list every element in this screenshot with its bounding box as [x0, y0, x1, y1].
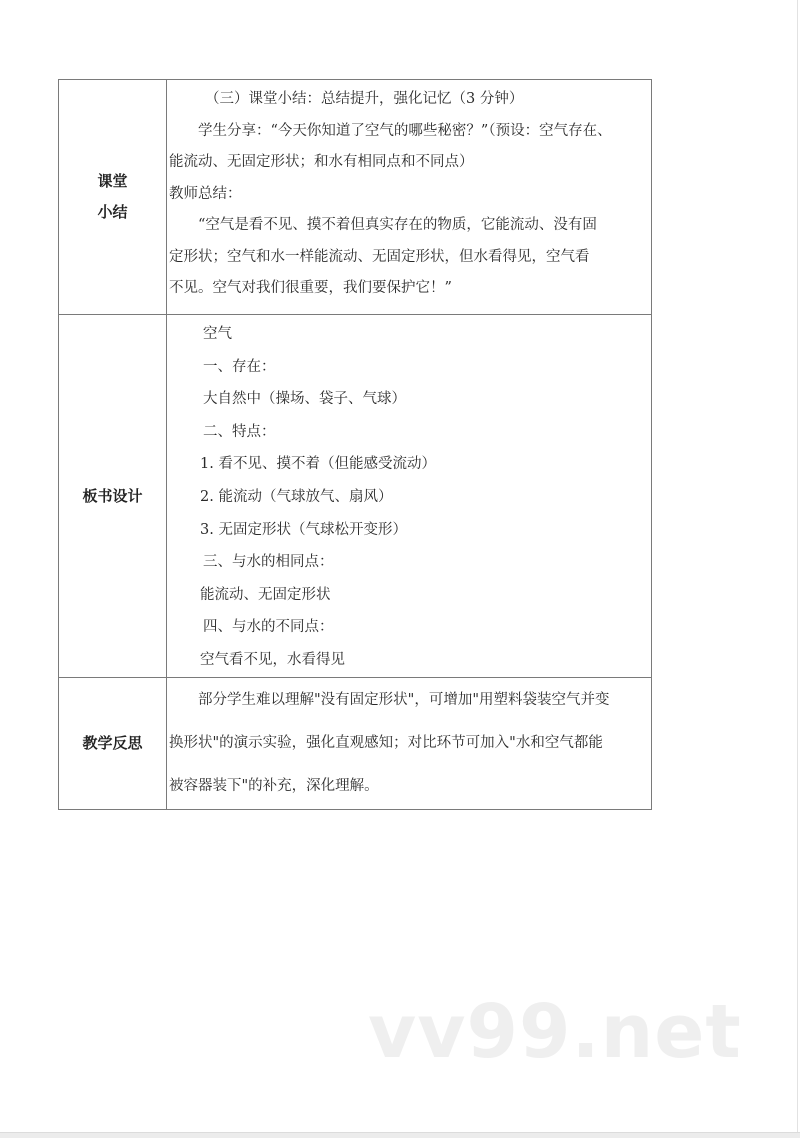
board-title: 空气 [203, 326, 232, 342]
paragraph-line: 被容器装下"的补充，深化理解。 [169, 778, 379, 794]
page-bottom-edge [0, 1132, 800, 1138]
board-line: 2. 能流动（气球放气、扇风） [200, 488, 393, 505]
row-label-cell [59, 678, 167, 810]
board-line: 3. 无固定形状（气球松开变形） [200, 521, 407, 538]
paragraph-line: 换形状"的演示实验，强化直观感知；对比环节可加入"水和空气都能 [169, 735, 603, 751]
row-label-cell [59, 80, 167, 315]
paragraph-line: 部分学生难以理解"没有固定形状"，可增加"用塑料袋装空气并变 [198, 692, 610, 708]
board-line: 三、与水的相同点： [203, 554, 334, 571]
row-label-text: 课堂 [97, 172, 128, 190]
row-label-text: 教学反思 [82, 734, 143, 752]
paragraph-line: 定形状；空气和水一样能流动、无固定形状，但水看得见，空气看 [169, 248, 590, 265]
lesson-plan-table [58, 79, 652, 810]
board-line: 能流动、无固定形状 [200, 586, 331, 603]
row-content-cell [167, 315, 652, 678]
table-row-teaching-reflection [59, 678, 652, 810]
watermark-text: vv99.net [368, 989, 742, 1075]
table-row-class-summary [59, 80, 652, 315]
paragraph-line: “空气是看不见、摸不着但真实存在的物质，它能流动、没有固 [198, 217, 597, 233]
paragraph-line: 学生分享：“今天你知道了空气的哪些秘密？”（预设：空气存在、 [198, 122, 612, 139]
section-heading: （三）课堂小结：总结提升，强化记忆（3 分钟） [205, 91, 524, 107]
board-line: 空气看不见，水看得见 [200, 651, 345, 668]
board-line: 1. 看不见、摸不着（但能感受流动） [200, 456, 436, 473]
table-row-board-design [59, 315, 652, 678]
paragraph-line: 不见。空气对我们很重要，我们要保护它！” [169, 280, 452, 296]
board-line: 大自然中（操场、袋子、气球） [203, 391, 406, 408]
board-line: 一、存在： [203, 358, 276, 375]
board-line: 二、特点： [203, 423, 276, 440]
paragraph-line: 教师总结： [169, 185, 242, 202]
board-line: 四、与水的不同点： [203, 619, 334, 636]
row-content-cell [167, 80, 652, 315]
row-content-cell [167, 678, 652, 810]
row-label-cell [59, 315, 167, 678]
row-label-text: 板书设计 [82, 486, 143, 505]
row-label-text: 小结 [97, 203, 128, 221]
paragraph-line: 能流动、无固定形状；和水有相同点和不同点） [169, 154, 474, 170]
